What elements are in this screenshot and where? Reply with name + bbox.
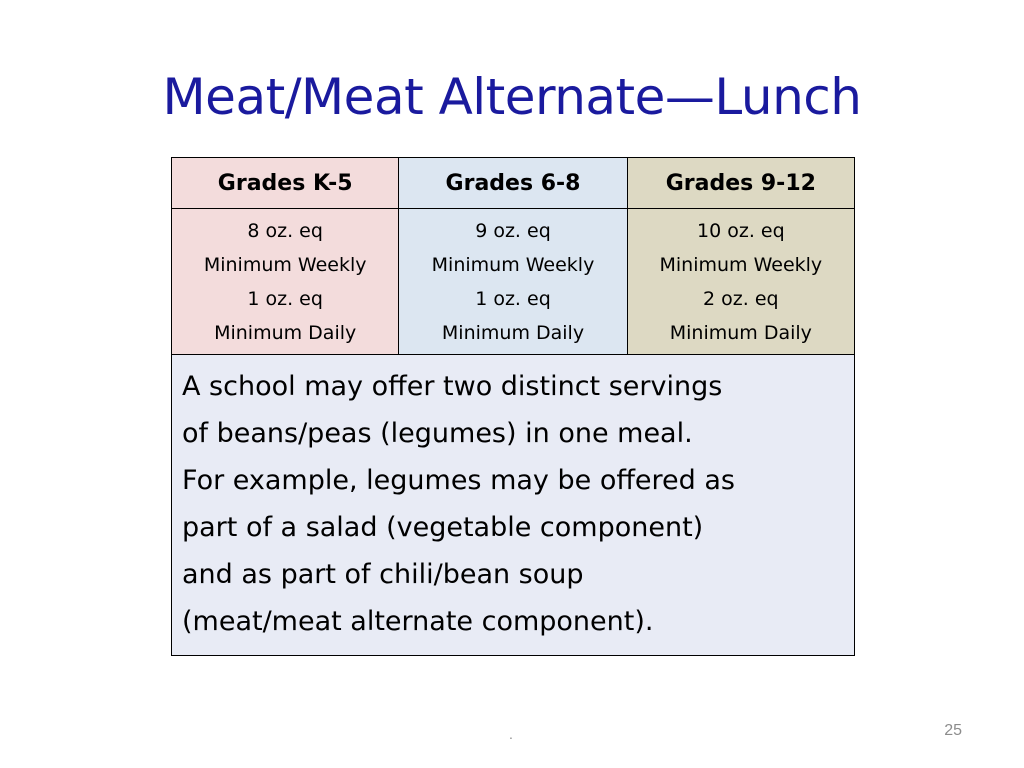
cell-grades-6-8 <box>399 209 627 355</box>
table-row <box>172 209 855 355</box>
note-line: and as part of chili/bean soup <box>182 559 584 590</box>
note-line: of beans/peas (legumes) in one meal. <box>182 418 693 449</box>
weekly-amount: 8 oz. eq <box>247 219 323 242</box>
weekly-amount: 9 oz. eq <box>475 219 551 242</box>
note-line: For example, legumes may be offered as <box>182 465 735 496</box>
legumes-note <box>172 355 855 656</box>
header-grades-k5: Grades K-5 <box>172 158 399 209</box>
daily-label: Minimum Daily <box>441 321 585 344</box>
daily-amount: 1 oz. eq <box>475 287 551 310</box>
weekly-amount: 10 oz. eq <box>697 219 785 242</box>
note-row <box>172 355 855 656</box>
page-number: 25 <box>944 722 962 739</box>
note-line: A school may offer two distinct servings <box>182 371 723 402</box>
slide-title: Meat/Meat Alternate—Lunch <box>162 68 862 126</box>
header-grades-6-8: Grades 6-8 <box>399 158 627 209</box>
daily-label: Minimum Daily <box>669 321 812 344</box>
daily-label: Minimum Daily <box>214 321 357 344</box>
header-grades-9-12: Grades 9-12 <box>627 158 854 209</box>
daily-amount: 1 oz. eq <box>247 287 323 310</box>
note-line: (meat/meat alternate component). <box>182 606 654 637</box>
note-line: part of a salad (vegetable component) <box>182 512 704 543</box>
cell-grades-9-12 <box>627 209 854 355</box>
weekly-label: Minimum Weekly <box>203 253 367 276</box>
daily-amount: 2 oz. eq <box>703 287 779 310</box>
weekly-label: Minimum Weekly <box>659 253 823 276</box>
cell-grades-k5 <box>172 209 399 355</box>
footer-text: . <box>509 726 513 742</box>
weekly-label: Minimum Weekly <box>431 253 595 276</box>
header-row <box>172 158 855 209</box>
meal-pattern-table <box>171 157 855 656</box>
